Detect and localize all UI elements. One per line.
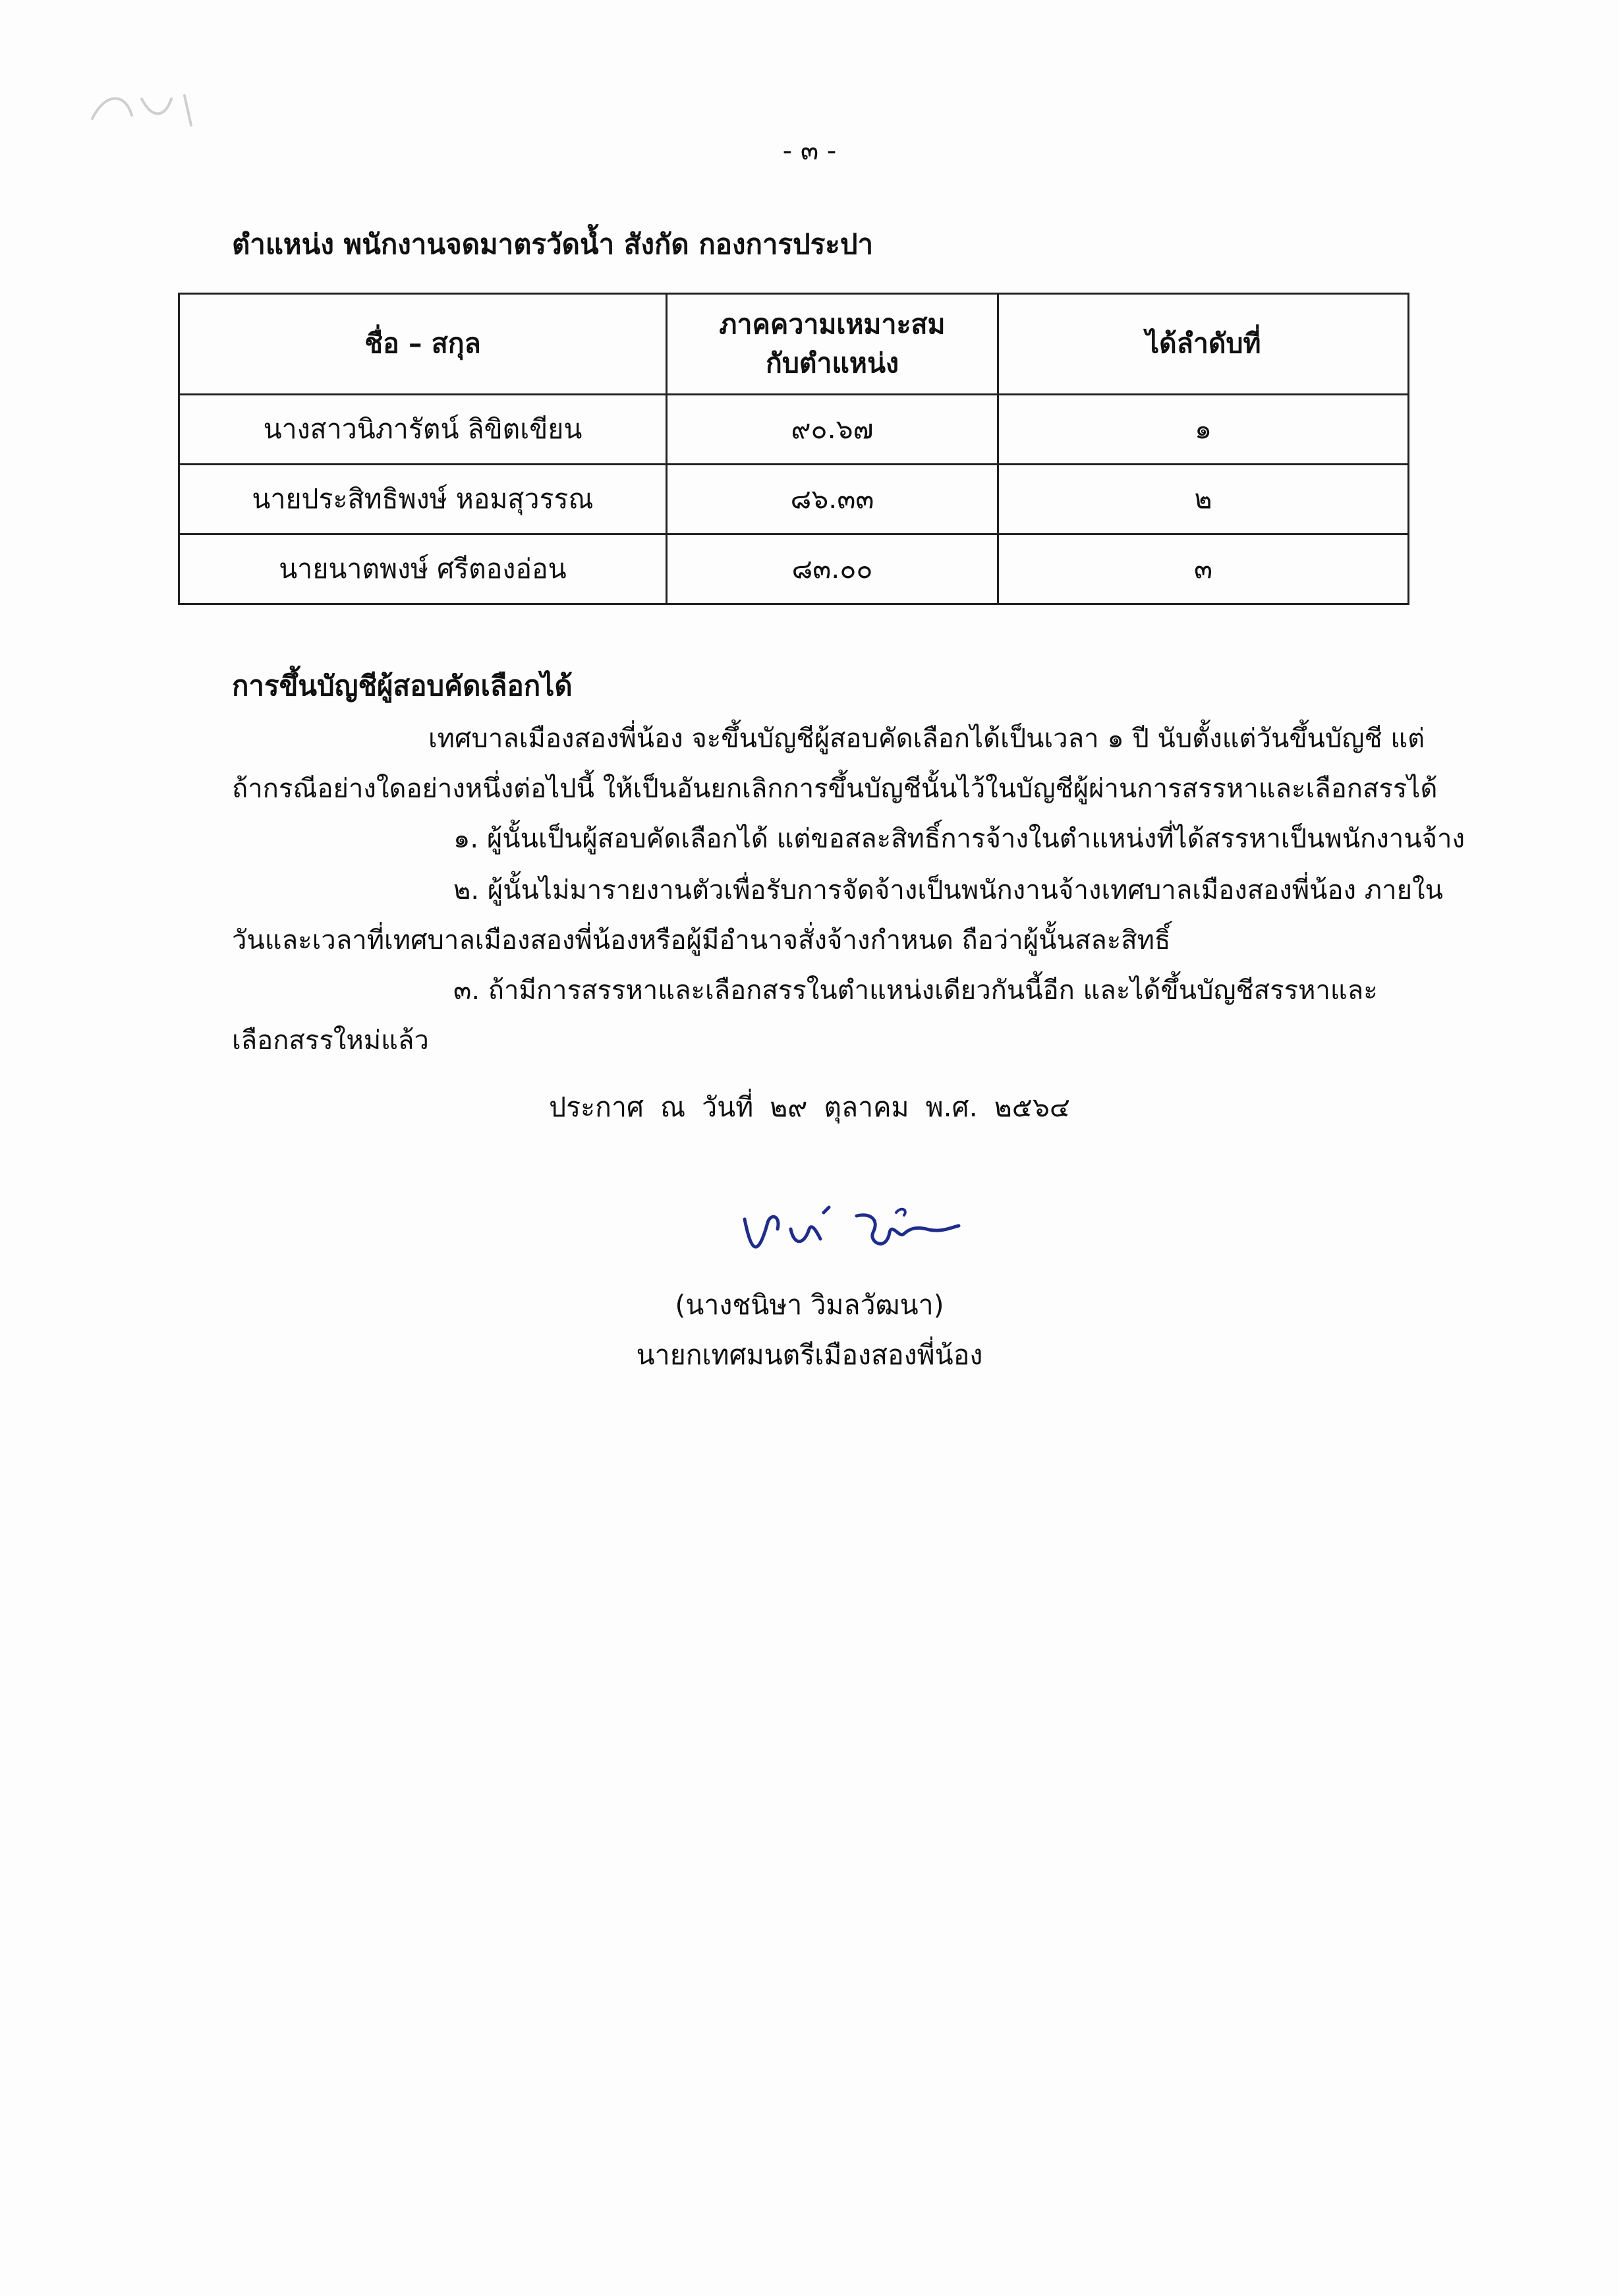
header-name: ชื่อ – สกุล <box>179 294 667 395</box>
paragraph-line-1: เทศบาลเมืองสองพี่น้อง จะขึ้นบัญชีผู้สอบคัดเลือกได้เป็นเวลา ๑ ปี นับตั้งแต่วันขึ้นบัญชี แต่ <box>428 724 1425 754</box>
signer-title: นายกเทศมนตรีเมืองสองพี่น้อง <box>636 1339 983 1371</box>
page-number: - ๓ - <box>782 136 837 166</box>
paragraph-line-3: ๑. ผู้นั้นเป็นผู้สอบคัดเลือกได้ แต่ขอสละสิทธิ์การจ้างในตำแหน่งที่ได้สรรหาเป็นพนักงานจ้าง <box>453 824 1465 854</box>
cell-name: นางสาวนิภารัตน์ ลิขิตเขียน <box>179 395 667 465</box>
position-title: ตำแหน่ง พนักงานจดมาตรวัดน้ำ สังกัด กองการประปา <box>232 228 874 260</box>
table-row <box>179 465 1409 534</box>
header-score <box>667 294 998 395</box>
announcement-date: ประกาศ ณ วันที่ ๒๙ ตุลาคม พ.ศ. ๒๕๖๔ <box>549 1091 1070 1123</box>
table-header-row <box>179 294 1409 395</box>
cell-rank: ๑ <box>998 395 1409 465</box>
section-heading: การขึ้นบัญชีผู้สอบคัดเลือกได้ <box>232 670 573 702</box>
signer-name: (นางชนิษา วิมลวัฒนา) <box>675 1289 944 1321</box>
header-rank: ได้ลำดับที่ <box>998 294 1409 395</box>
cell-name: นายนาตพงษ์ ศรีตองอ่อน <box>179 534 667 604</box>
paragraph-line-4: ๒. ผู้นั้นไม่มารายงานตัวเพื่อรับการจัดจ้างเป็นพนักงานจ้างเทศบาลเมืองสองพี่น้อง ภายใน <box>453 875 1443 905</box>
paragraph-line-2: ถ้ากรณีอย่างใดอย่างหนึ่งต่อไปนี้ ให้เป็นอันยกเลิกการขึ้นบัญชีนั้นไว้ในบัญชีผู้ผ่านการสรรหาและเลือกสรรได้ <box>232 774 1438 804</box>
paragraph-line-6: ๓. ถ้ามีการสรรหาและเลือกสรรในตำแหน่งเดียวกันนี้อีก และได้ขึ้นบัญชีสรรหาและ <box>453 975 1378 1006</box>
header-score-line1: ภาคความเหมาะสม <box>719 308 946 340</box>
candidates-table <box>178 293 1409 605</box>
cell-rank: ๒ <box>998 465 1409 534</box>
cell-score: ๙๐.๖๗ <box>667 395 998 465</box>
cell-score: ๘๓.๐๐ <box>667 534 998 604</box>
table-row <box>179 395 1409 465</box>
header-score-line2: กับตำแหน่ง <box>766 347 899 379</box>
cell-score: ๘๖.๓๓ <box>667 465 998 534</box>
cell-rank: ๓ <box>998 534 1409 604</box>
cell-name: นายประสิทธิพงษ์ หอมสุวรรณ <box>179 465 667 534</box>
paragraph-line-5: วันและเวลาที่เทศบาลเมืองสองพี่น้องหรือผู้มีอำนาจสั่งจ้างกำหนด ถือว่าผู้นั้นสละสิทธิ์ <box>232 925 1171 956</box>
table-row <box>179 534 1409 604</box>
paragraph-line-7: เลือกสรรใหม่แล้ว <box>232 1025 429 1056</box>
signature-image <box>731 1193 969 1272</box>
